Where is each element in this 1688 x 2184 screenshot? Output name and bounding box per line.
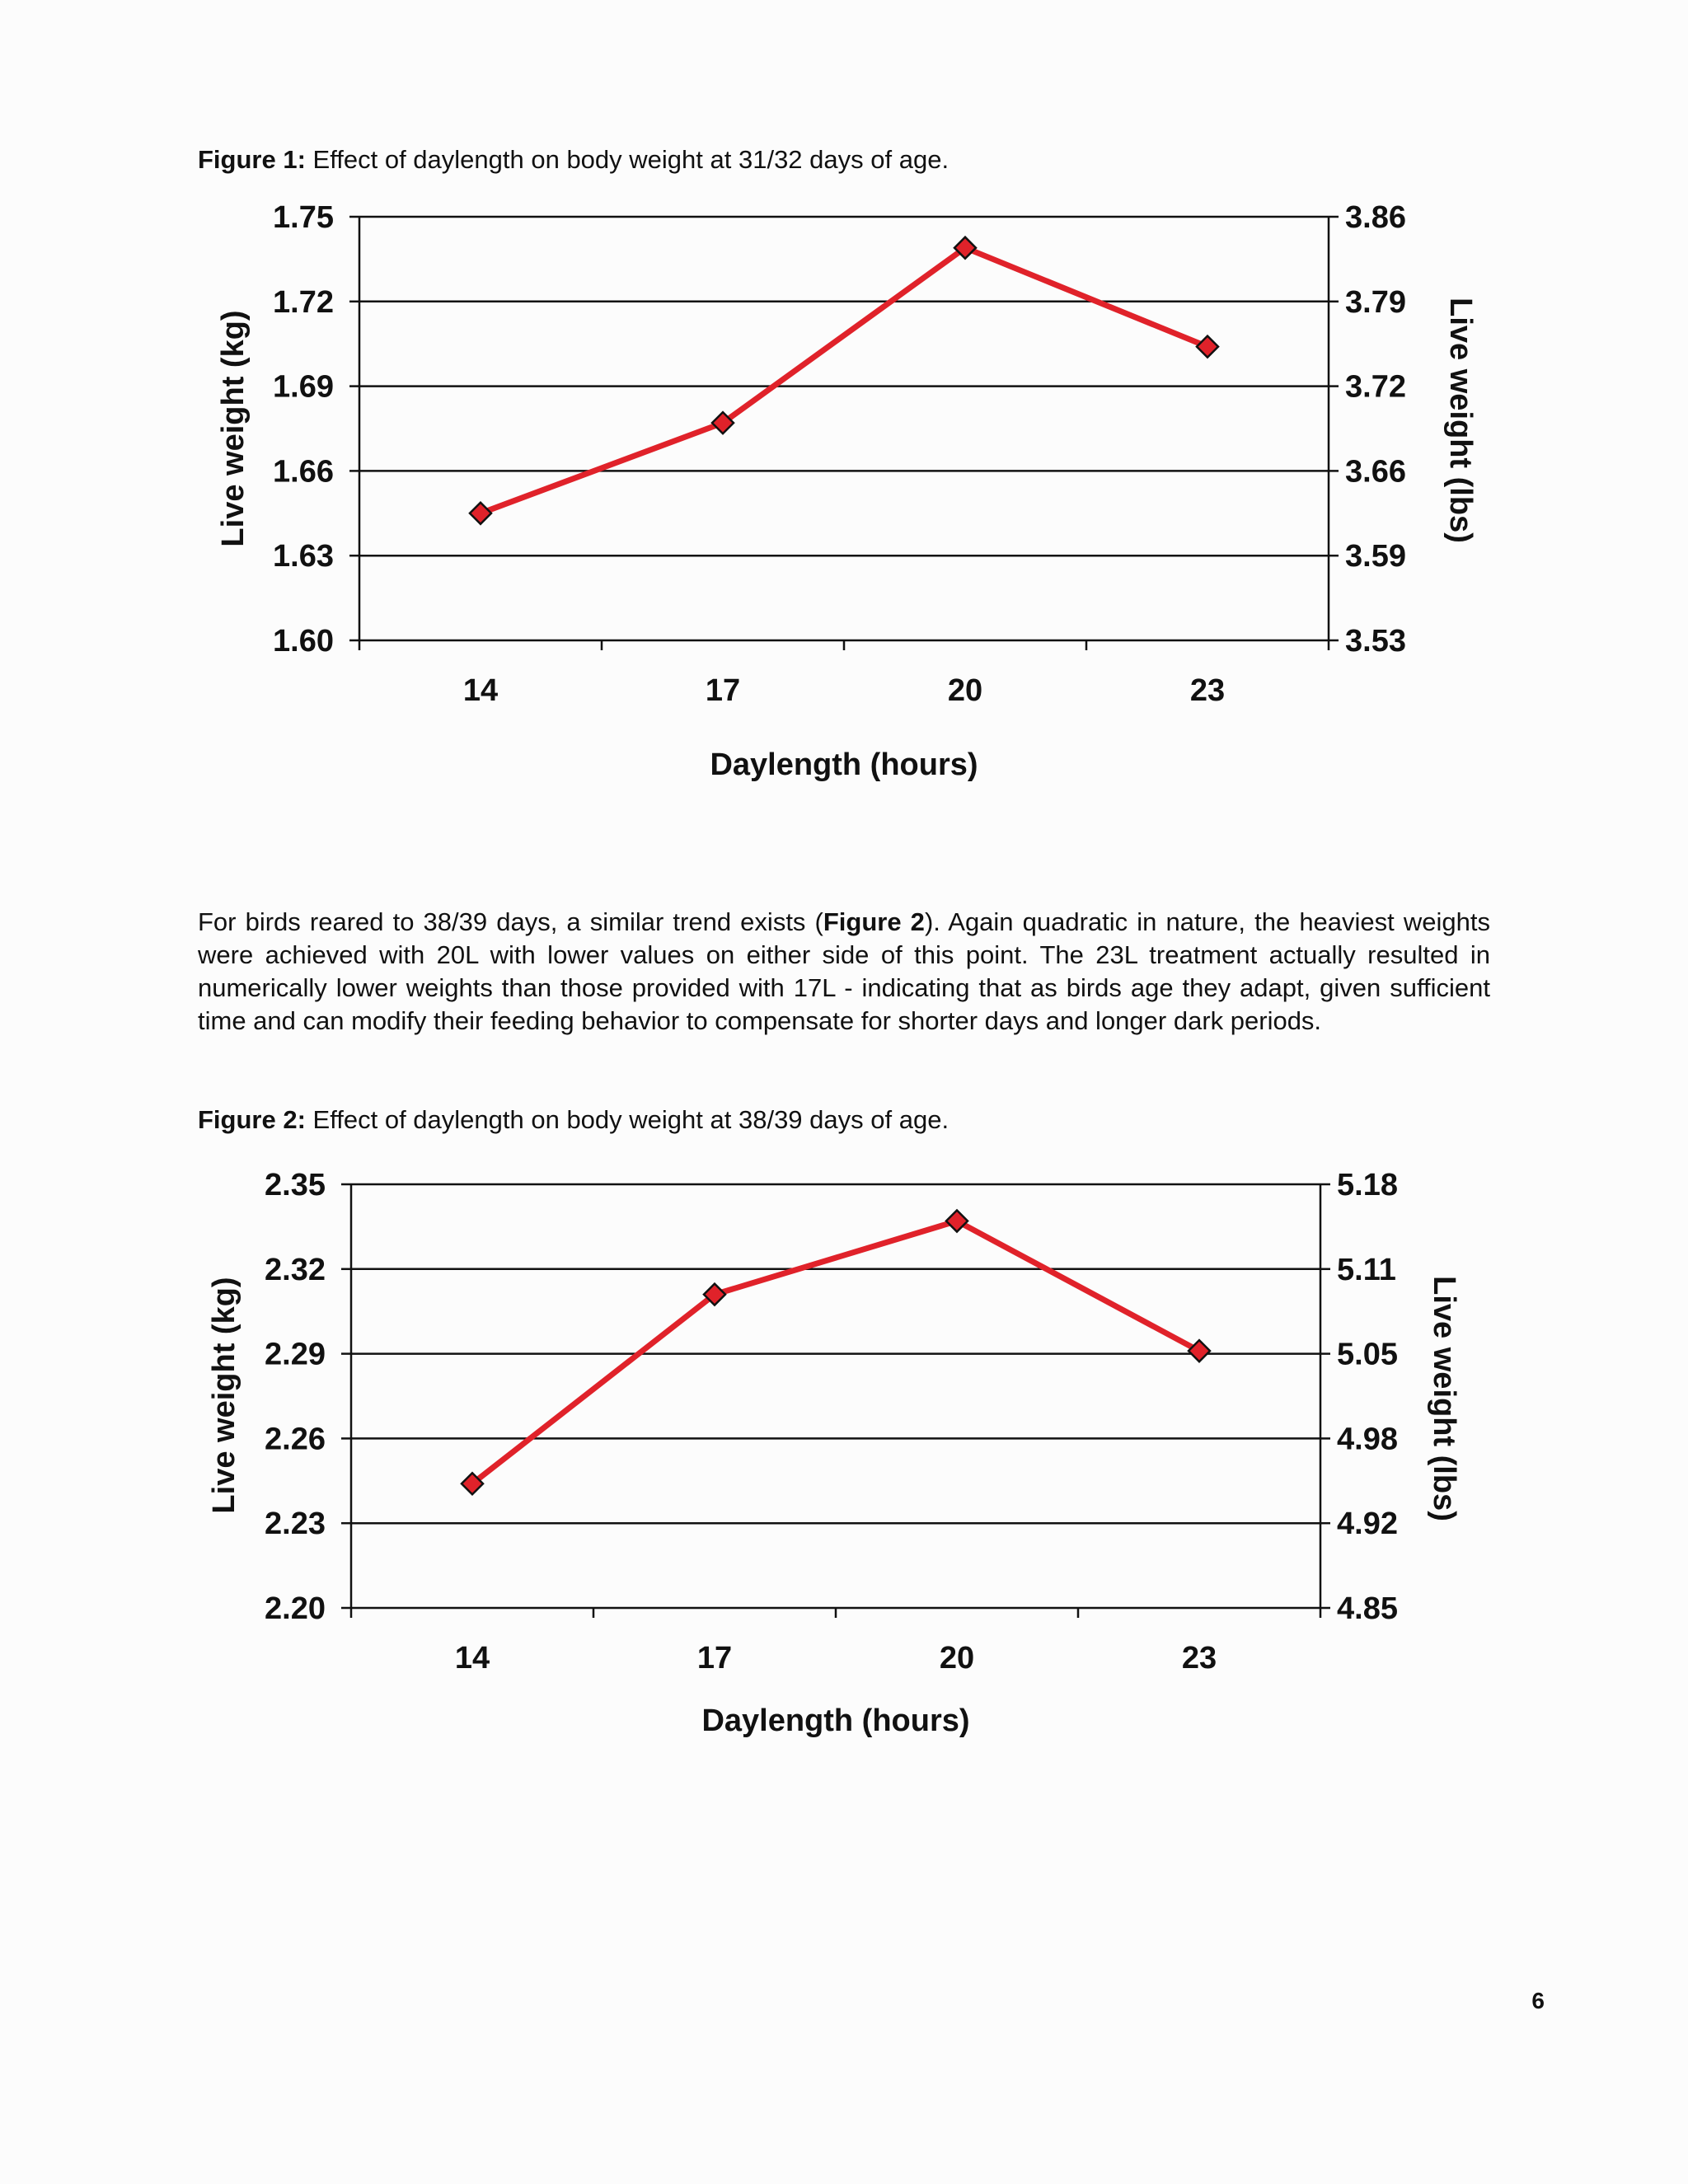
x-tick-label: 17	[705, 673, 741, 708]
y2-tick-label: 3.53	[1345, 624, 1406, 658]
x-tick-label: 14	[454, 1641, 490, 1675]
y-tick-label: 1.66	[273, 454, 334, 490]
y2-axis-title: Live weight (lbs)	[1427, 1276, 1461, 1521]
y-tick-label: 2.23	[265, 1507, 326, 1542]
y-tick-label: 1.63	[273, 539, 334, 574]
figure1-caption-label: Figure 1:	[198, 145, 306, 174]
y2-tick-label: 3.79	[1345, 284, 1406, 320]
y-tick-label: 2.29	[265, 1337, 326, 1372]
y-tick-label: 1.69	[273, 369, 334, 405]
x-tick-label: 23	[1189, 673, 1226, 708]
data-point-marker	[946, 1211, 968, 1232]
x-tick-label: 17	[696, 1641, 733, 1675]
y-tick-label: 1.60	[273, 624, 334, 658]
paragraph-text-after: ). Again quadratic in nature, the heaviest weights were achieved with 20L with lower values on either side of this point. The 23L treatment actually resulted in numerically lower weights than those provided with 17L - indicating that as birds age they adapt, given sufficient time and can modify their feeding behavior to compensate for shorter days and longer dark periods.	[198, 907, 1490, 1035]
y2-tick-label: 4.98	[1337, 1422, 1398, 1457]
y2-axis-title: Live weight (lbs)	[1443, 298, 1478, 543]
figure2-caption-text: Effect of daylength on body weight at 38/39 days of age.	[305, 1105, 950, 1134]
series-line	[472, 1221, 1199, 1484]
y2-tick-label: 4.92	[1337, 1507, 1398, 1542]
y2-tick-label: 5.11	[1337, 1252, 1396, 1287]
figure2-caption-label: Figure 2:	[198, 1105, 306, 1134]
y-tick-label: 2.32	[265, 1252, 326, 1287]
paragraph-text-before: For birds reared to 38/39 days, a similar trend exists (	[198, 907, 823, 936]
y2-tick-label: 3.72	[1345, 369, 1406, 405]
paragraph-figure-ref: Figure 2	[823, 907, 925, 936]
x-axis-title: Daylength (hours)	[710, 748, 978, 782]
page-number: 6	[1531, 1988, 1545, 2013]
y-axis-title: Live weight (kg)	[216, 310, 251, 547]
figure1-caption-text: Effect of daylength on body weight at 31/32 days of age.	[305, 145, 950, 174]
y2-tick-label: 3.59	[1345, 539, 1406, 574]
y2-tick-label: 5.05	[1337, 1337, 1398, 1372]
x-tick-label: 14	[462, 673, 499, 708]
y2-tick-label: 5.18	[1337, 1168, 1398, 1202]
y2-tick-label: 4.85	[1337, 1591, 1398, 1626]
y-axis-title: Live weight (kg)	[207, 1277, 241, 1514]
y-tick-label: 2.20	[265, 1591, 326, 1626]
data-point-marker	[1189, 1340, 1210, 1361]
x-tick-label: 20	[947, 673, 983, 708]
x-tick-label: 20	[939, 1641, 975, 1675]
x-tick-label: 23	[1181, 1641, 1217, 1675]
y-tick-label: 2.26	[265, 1422, 326, 1457]
y-tick-label: 1.72	[273, 284, 334, 320]
y2-tick-label: 3.66	[1345, 454, 1406, 490]
y2-tick-label: 3.86	[1345, 200, 1406, 235]
y-tick-label: 1.75	[273, 200, 334, 235]
y-tick-label: 2.35	[265, 1168, 326, 1202]
x-axis-title: Daylength (hours)	[701, 1704, 970, 1738]
